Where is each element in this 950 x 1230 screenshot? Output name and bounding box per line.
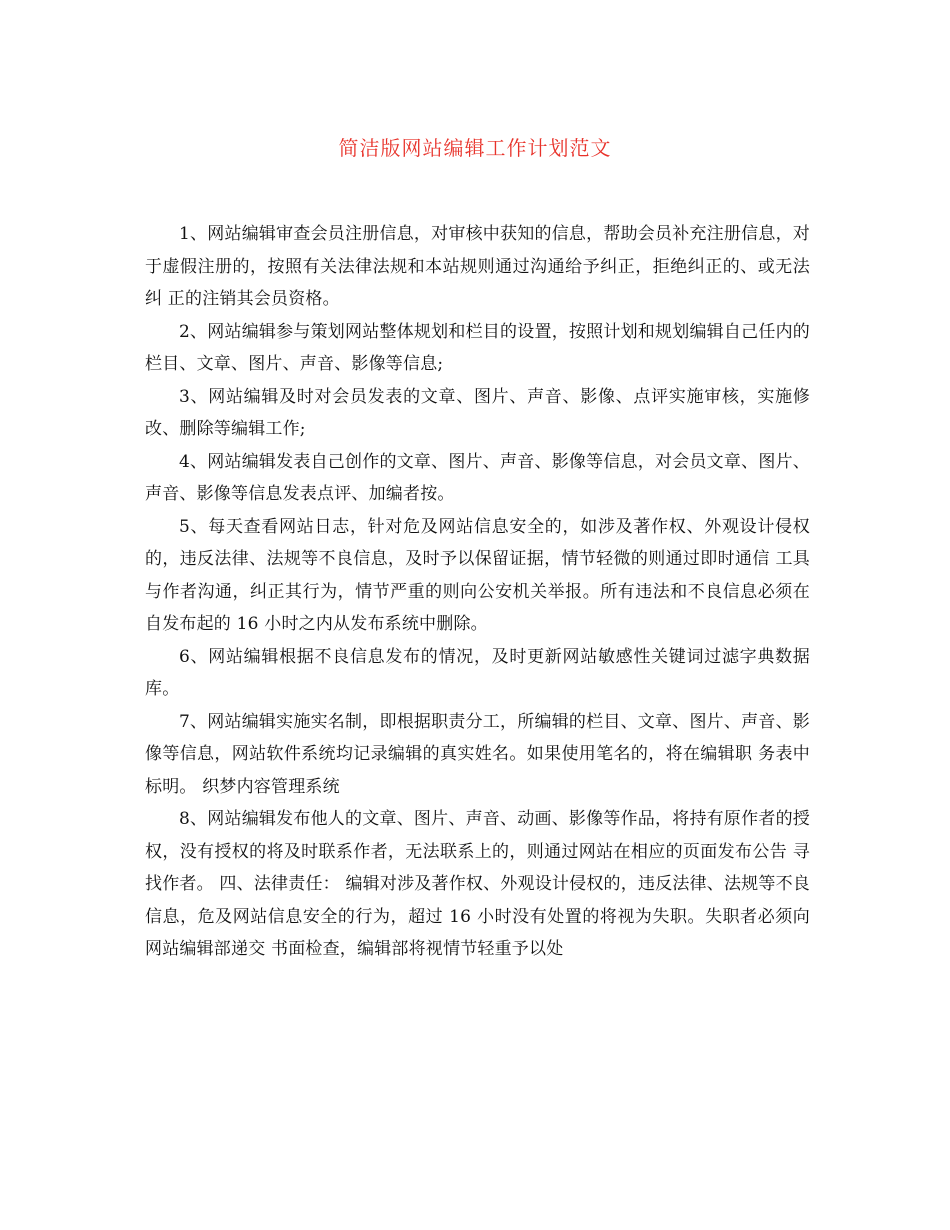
- paragraph-3: 3、网站编辑及时对会员发表的文章、图片、声音、影像、点评实施审核，实施修改、删除等编辑工作;: [145, 386, 810, 439]
- paragraph-2: 2、网站编辑参与策划网站整体规划和栏目的设置，按照计划和规划编辑自己任内的栏目、文章、图片、声音、影像等信息;: [145, 321, 810, 374]
- paragraph-1: 1、网站编辑审查会员注册信息，对审核中获知的信息，帮助会员补充注册信息，对于虚假注册的，按照有关法律法规和本站规则通过沟通给予纠正，拒绝纠正的、或无法纠 正的注销其会员资格。: [145, 224, 810, 309]
- paragraph-5: 5、每天查看网站日志，针对危及网站信息安全的，如涉及著作权、外观设计侵权的，违反法律、法规等不良信息，及时予以保留证据，情节轻微的则通过即时通信 工具与作者沟通，纠正其行为，情节严重的则向公安机关举报。所有违法和不良信息必须在自发布起的 16 小时之内从发布系统中删除。: [145, 516, 810, 634]
- document-body: [145, 218, 810, 966]
- document-title: 简洁版网站编辑工作计划范文: [338, 136, 612, 160]
- paragraph-4: 4、网站编辑发表自己创作的文章、图片、声音、影像等信息，对会员文章、图片、声音、影像等信息发表点评、加编者按。: [145, 451, 810, 504]
- paragraph-7: 7、网站编辑实施实名制，即根据职责分工，所编辑的栏目、文章、图片、声音、影像等信息，网站软件系统均记录编辑的真实姓名。如果使用笔名的，将在编辑职 务表中标明。 织梦内容管理系统: [145, 711, 810, 797]
- paragraph-6: 6、网站编辑根据不良信息发布的情况，及时更新网站敏感性关键词过滤字典数据库。: [145, 646, 810, 699]
- paragraph-8: 8、网站编辑发布他人的文章、图片、声音、动画、影像等作品，将持有原作者的授权，没有授权的将及时联系作者，无法联系上的，则通过网站在相应的页面发布公告 寻找作者。 四、法律责任： 编辑对涉及著作权、外观设计侵权的，违反法律、法规等不良信息，危及网站信息安全的行为，超过 16 小时没有处置的将视为失职。失职者必须向网站编辑部递交 书面检查，编辑部将视情节轻重予以处: [145, 809, 810, 959]
